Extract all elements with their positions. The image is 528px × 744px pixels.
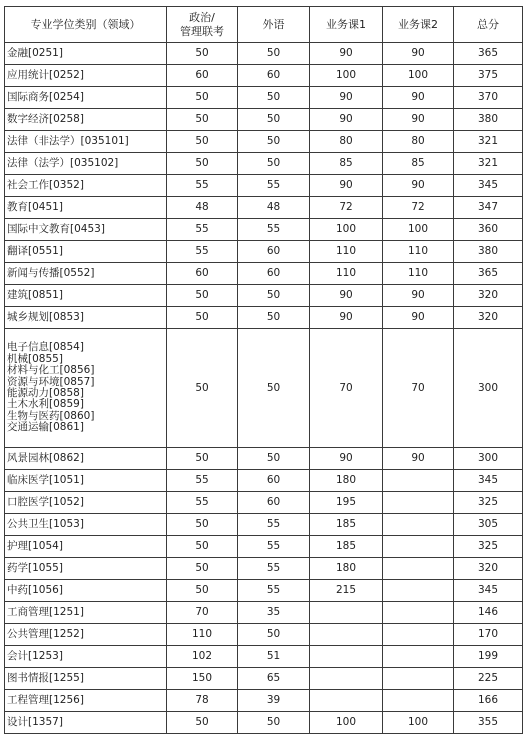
foreign-language-score-cell: 60 [238,492,310,514]
total-score-cell: 360 [454,219,523,241]
category-name: 法律（法学）[035102] [7,157,119,169]
total-score-cell: 320 [454,558,523,580]
subject-2-score-cell: 90 [383,109,454,131]
politics-score-cell: 150 [167,668,238,690]
total-score-cell: 199 [454,646,523,668]
table-row [5,580,523,602]
politics-score-cell: 50 [167,536,238,558]
subject-1-score-cell: 90 [310,109,383,131]
subject-2-score-cell [383,492,454,514]
category-name: 国际商务[0254] [7,91,84,103]
subject-1-score-cell: 90 [310,285,383,307]
politics-score-cell: 50 [167,87,238,109]
category-cell [5,558,167,580]
subject-2-score-cell: 110 [383,263,454,285]
subject-1-score-cell: 110 [310,263,383,285]
total-score-cell: 305 [454,514,523,536]
foreign-language-score-cell: 50 [238,448,310,470]
politics-score-cell: 60 [167,65,238,87]
politics-score-cell: 55 [167,470,238,492]
category-cell [5,536,167,558]
category-cell [5,131,167,153]
category-cell [5,668,167,690]
foreign-language-score-cell: 50 [238,87,310,109]
foreign-language-score-cell: 50 [238,43,310,65]
category-cell [5,87,167,109]
category-name: 会计[1253] [7,650,63,662]
politics-score-cell: 50 [167,329,238,448]
total-score-cell: 375 [454,65,523,87]
table-row [5,536,523,558]
table-row [5,602,523,624]
politics-score-cell: 55 [167,219,238,241]
foreign-language-score-cell: 60 [238,65,310,87]
foreign-language-score-cell: 60 [238,263,310,285]
subject-2-score-cell: 110 [383,241,454,263]
header-total: 总分 [454,7,523,43]
header-politics [167,7,238,43]
category-name: 交通运输[0861] [7,421,84,434]
foreign-language-score-cell: 55 [238,219,310,241]
total-score-cell: 146 [454,602,523,624]
politics-score-cell: 55 [167,241,238,263]
total-score-cell: 325 [454,492,523,514]
foreign-language-score-cell: 55 [238,175,310,197]
politics-score-cell: 50 [167,285,238,307]
politics-score-cell: 50 [167,448,238,470]
subject-1-score-cell: 100 [310,712,383,734]
foreign-language-score-cell: 65 [238,668,310,690]
total-score-cell: 345 [454,175,523,197]
category-name: 应用统计[0252] [7,69,84,81]
table-row [5,690,523,712]
category-name: 公共管理[1252] [7,628,84,640]
total-score-cell: 166 [454,690,523,712]
total-score-cell: 320 [454,285,523,307]
foreign-language-score-cell: 50 [238,307,310,329]
table-body [5,43,523,734]
subject-2-score-cell: 70 [383,329,454,448]
category-cell [5,712,167,734]
politics-score-cell: 55 [167,492,238,514]
score-table [4,6,523,734]
table-row [5,219,523,241]
category-cell [5,690,167,712]
subject-1-score-cell: 70 [310,329,383,448]
category-name: 电子信息[0854] [7,341,84,354]
category-name: 工程管理[1256] [7,694,84,706]
politics-score-cell: 110 [167,624,238,646]
subject-2-score-cell: 90 [383,285,454,307]
table-row [5,470,523,492]
category-cell [5,153,167,175]
subject-1-score-cell: 85 [310,153,383,175]
subject-1-score-cell: 110 [310,241,383,263]
politics-score-cell: 50 [167,580,238,602]
category-name: 图书情报[1255] [7,672,84,684]
subject-2-score-cell: 90 [383,448,454,470]
subject-2-score-cell: 100 [383,219,454,241]
category-name: 工商管理[1251] [7,606,84,618]
subject-2-score-cell: 90 [383,307,454,329]
subject-1-score-cell [310,690,383,712]
table-row [5,624,523,646]
subject-1-score-cell: 72 [310,197,383,219]
category-cell [5,514,167,536]
category-name: 建筑[0851] [7,289,63,301]
subject-1-score-cell: 185 [310,536,383,558]
subject-2-score-cell: 100 [383,65,454,87]
table-row [5,175,523,197]
total-score-cell: 380 [454,241,523,263]
table-row [5,712,523,734]
foreign-language-score-cell: 60 [238,241,310,263]
category-cell [5,285,167,307]
category-cell [5,448,167,470]
politics-score-cell: 70 [167,602,238,624]
total-score-cell: 321 [454,131,523,153]
foreign-language-score-cell: 50 [238,131,310,153]
category-name: 翻译[0551] [7,245,63,257]
table-row [5,43,523,65]
total-score-cell: 380 [454,109,523,131]
subject-2-score-cell [383,668,454,690]
total-score-cell: 320 [454,307,523,329]
subject-1-score-cell: 90 [310,87,383,109]
category-name: 机械[0855] [7,352,63,365]
category-cell [5,65,167,87]
foreign-language-score-cell: 50 [238,109,310,131]
category-name: 风景园林[0862] [7,452,84,464]
politics-score-cell: 50 [167,307,238,329]
subject-2-score-cell [383,646,454,668]
table-row [5,131,523,153]
category-cell [5,175,167,197]
total-score-cell: 300 [454,329,523,448]
politics-score-cell: 102 [167,646,238,668]
foreign-language-score-cell: 50 [238,712,310,734]
subject-2-score-cell [383,558,454,580]
subject-1-score-cell: 180 [310,470,383,492]
total-score-cell: 325 [454,536,523,558]
header-category: 专业学位类别（领域） [5,7,167,43]
header-subject-2: 业务课2 [383,7,454,43]
category-cell [5,329,167,448]
subject-1-score-cell [310,602,383,624]
total-score-cell: 347 [454,197,523,219]
category-name: 能源动力[0858] [7,387,84,399]
foreign-language-score-cell: 60 [238,470,310,492]
politics-score-cell: 55 [167,175,238,197]
category-name: 社会工作[0352] [7,179,84,191]
category-name: 资源与环境[0857] [7,375,95,388]
category-cell [5,470,167,492]
total-score-cell: 370 [454,87,523,109]
subject-1-score-cell: 90 [310,307,383,329]
category-cell [5,307,167,329]
category-name: 公共卫生[1053] [7,518,84,530]
category-cell [5,263,167,285]
total-score-cell: 170 [454,624,523,646]
subject-1-score-cell: 80 [310,131,383,153]
subject-1-score-cell [310,624,383,646]
header-subject-1: 业务课1 [310,7,383,43]
foreign-language-score-cell: 50 [238,624,310,646]
subject-1-score-cell: 90 [310,448,383,470]
total-score-cell: 365 [454,43,523,65]
politics-score-cell: 48 [167,197,238,219]
category-cell [5,602,167,624]
foreign-language-score-cell: 50 [238,285,310,307]
foreign-language-score-cell: 51 [238,646,310,668]
total-score-cell: 355 [454,712,523,734]
foreign-language-score-cell: 50 [238,329,310,448]
subject-2-score-cell: 90 [383,175,454,197]
table-row [5,668,523,690]
category-cell [5,492,167,514]
subject-2-score-cell [383,580,454,602]
table-row [5,241,523,263]
foreign-language-score-cell: 55 [238,580,310,602]
table-row [5,87,523,109]
subject-2-score-cell: 85 [383,153,454,175]
total-score-cell: 300 [454,448,523,470]
subject-2-score-cell: 90 [383,87,454,109]
politics-score-cell: 50 [167,131,238,153]
header-row [5,7,523,43]
category-name: 教育[0451] [7,201,63,213]
politics-score-cell: 50 [167,43,238,65]
foreign-language-score-cell: 55 [238,514,310,536]
table-row [5,109,523,131]
foreign-language-score-cell: 50 [238,153,310,175]
subject-1-score-cell: 90 [310,43,383,65]
table-row [5,153,523,175]
category-cell [5,646,167,668]
subject-2-score-cell [383,536,454,558]
category-name: 土木水利[0859] [7,398,84,411]
total-score-cell: 345 [454,470,523,492]
subject-1-score-cell: 180 [310,558,383,580]
table-row [5,65,523,87]
category-cell [5,241,167,263]
foreign-language-score-cell: 39 [238,690,310,712]
category-cell [5,219,167,241]
header-foreign-language: 外语 [238,7,310,43]
subject-2-score-cell: 100 [383,712,454,734]
category-name: 金融[0251] [7,47,63,59]
politics-score-cell: 50 [167,514,238,536]
subject-2-score-cell [383,514,454,536]
category-name: 城乡规划[0853] [7,311,84,323]
table-row [5,263,523,285]
politics-score-cell: 50 [167,712,238,734]
table-row [5,448,523,470]
header-politics-label: 政治/ 管理联考 [180,10,224,38]
subject-2-score-cell [383,602,454,624]
subject-2-score-cell [383,624,454,646]
category-name: 口腔医学[1052] [7,496,84,508]
subject-2-score-cell [383,470,454,492]
table-row [5,285,523,307]
total-score-cell: 321 [454,153,523,175]
table-row [5,646,523,668]
category-name: 新闻与传播[0552] [7,267,95,279]
foreign-language-score-cell: 35 [238,602,310,624]
category-name: 法律（非法学）[035101] [7,135,129,147]
subject-1-score-cell [310,646,383,668]
category-cell [5,197,167,219]
category-name: 国际中文教育[0453] [7,223,105,235]
subject-1-score-cell: 215 [310,580,383,602]
total-score-cell: 365 [454,263,523,285]
category-cell [5,624,167,646]
category-name: 数字经济[0258] [7,113,84,125]
politics-score-cell: 78 [167,690,238,712]
category-cell [5,580,167,602]
politics-score-cell: 60 [167,263,238,285]
category-name: 材料与化工[0856] [7,364,95,377]
table-row [5,197,523,219]
subject-1-score-cell: 100 [310,219,383,241]
table-row [5,329,523,448]
politics-score-cell: 50 [167,558,238,580]
foreign-language-score-cell: 55 [238,558,310,580]
table-row [5,514,523,536]
subject-1-score-cell: 90 [310,175,383,197]
subject-2-score-cell: 80 [383,131,454,153]
foreign-language-score-cell: 55 [238,536,310,558]
subject-1-score-cell: 185 [310,514,383,536]
politics-score-cell: 50 [167,109,238,131]
total-score-cell: 225 [454,668,523,690]
subject-1-score-cell: 195 [310,492,383,514]
category-cell [5,109,167,131]
table-header [5,7,523,43]
category-name: 设计[1357] [7,716,63,728]
category-name: 中药[1056] [7,584,63,596]
subject-2-score-cell: 90 [383,43,454,65]
subject-2-score-cell [383,690,454,712]
table-row [5,558,523,580]
subject-1-score-cell: 100 [310,65,383,87]
subject-1-score-cell [310,668,383,690]
score-table-container [4,6,523,734]
table-row [5,492,523,514]
subject-2-score-cell: 72 [383,197,454,219]
category-name: 临床医学[1051] [7,474,84,486]
foreign-language-score-cell: 48 [238,197,310,219]
total-score-cell: 345 [454,580,523,602]
category-name: 药学[1055] [7,562,63,574]
politics-score-cell: 50 [167,153,238,175]
category-name: 护理[1054] [7,540,63,552]
category-name: 生物与医药[0860] [7,409,95,422]
category-cell [5,43,167,65]
table-row [5,307,523,329]
